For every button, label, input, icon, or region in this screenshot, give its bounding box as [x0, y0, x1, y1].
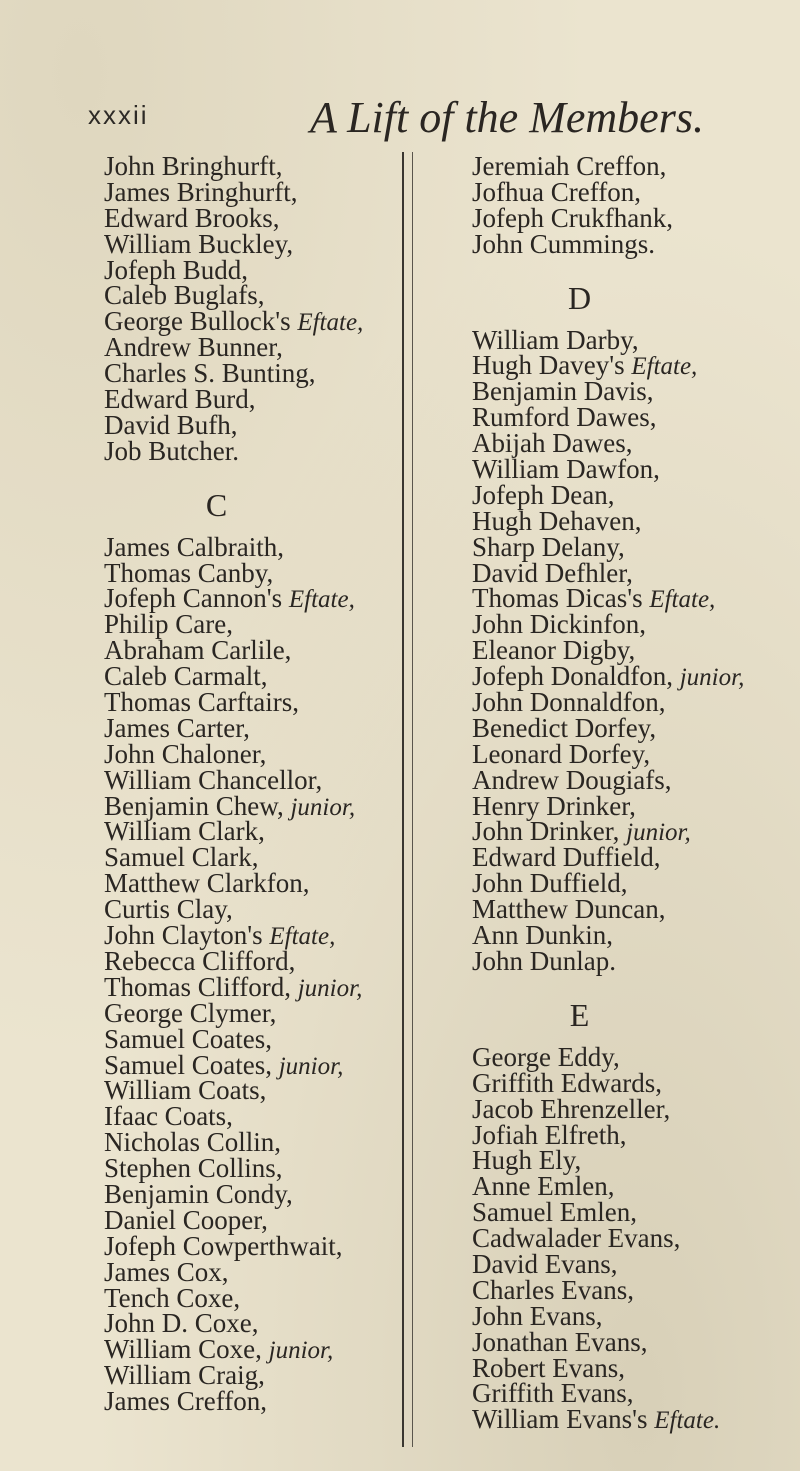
member-name: Henry Drinker, — [472, 790, 636, 821]
member-name: Charles Evans, — [472, 1274, 634, 1305]
member-name: Thomas Carftairs, — [104, 687, 299, 718]
member-name: Jeremiah Creffon, — [472, 151, 667, 181]
member-name: Hugh Davey's — [472, 350, 632, 381]
member-name: Charles S. Bunting, — [104, 358, 316, 389]
member-name: William Coats, — [104, 1075, 267, 1106]
member-name: Leonard Dorfey, — [472, 738, 651, 769]
member-name: John Evans, — [472, 1300, 603, 1331]
member-suffix: Eftate. — [654, 1407, 721, 1435]
member-name: George Bullock's — [104, 306, 298, 337]
member-name: William Craig, — [104, 1360, 265, 1391]
member-name: Job Butcher. — [104, 435, 239, 466]
member-name: Griffith Evans, — [472, 1378, 634, 1409]
section-b-list — [104, 151, 404, 466]
member-name: Rebecca Clifford, — [104, 945, 296, 976]
member-name: Samuel Coates, — [104, 1049, 279, 1080]
member-name: Benedict Dorfey, — [472, 712, 657, 743]
member-name: John Duffield, — [472, 868, 628, 899]
member-name: Thomas Clifford, — [104, 971, 298, 1002]
member-name: Hugh Ely, — [472, 1145, 582, 1176]
member-name: William Coxe, — [104, 1334, 269, 1365]
member-name: Benjamin Davis, — [472, 376, 654, 407]
section-e-list — [472, 1041, 800, 1435]
member-name: William Darby, — [472, 324, 639, 355]
member-name: Stephen Collins, — [104, 1153, 283, 1184]
member-name: Edward Brooks, — [104, 202, 280, 233]
member-suffix: junior, — [297, 974, 363, 1002]
member-name: Cadwalader Evans, — [472, 1223, 681, 1254]
member-name: Sharp Delany, — [472, 531, 625, 562]
member-name: Jacob Ehrenzeller, — [472, 1093, 671, 1124]
member-name: James Carter, — [104, 712, 250, 743]
member-name: Hugh Dehaven, — [472, 505, 642, 536]
member-name: Jofiah Elfreth, — [472, 1119, 627, 1150]
member-name: Jofeph Budd, — [104, 254, 248, 285]
member-name: Jofhua Creffon, — [472, 176, 641, 207]
member-name: Curtis Clay, — [104, 894, 233, 925]
section-letter-c: C — [205, 486, 228, 523]
member-name: Ann Dunkin, — [472, 920, 613, 951]
member-name: John Dunlap. — [472, 945, 616, 976]
member-name: Abijah Dawes, — [472, 428, 633, 459]
member-name: Jonathan Evans, — [472, 1326, 648, 1357]
member-name: Rumford Dawes, — [472, 402, 657, 433]
member-name: David Bufh, — [104, 409, 238, 440]
member-suffix: Eftate, — [631, 353, 698, 381]
member-name: Anne Emlen, — [472, 1171, 615, 1202]
member-suffix: junior, — [679, 664, 745, 692]
member-name: James Bringhurft, — [104, 176, 298, 207]
member-name: William Clark, — [104, 816, 265, 847]
member-entry — [472, 228, 800, 259]
member-name: Edward Burd, — [104, 384, 256, 415]
member-name: David Defhler, — [472, 557, 633, 588]
member-name: James Creffon, — [104, 1386, 267, 1417]
member-name: Edward Duffield, — [472, 842, 661, 873]
member-name: George Eddy, — [472, 1041, 620, 1072]
column-divider — [402, 152, 413, 1447]
member-name: David Evans, — [472, 1248, 618, 1279]
member-name: John Drinker, — [472, 816, 627, 847]
member-suffix: Eftate, — [297, 309, 364, 337]
member-name: James Calbraith, — [104, 531, 284, 562]
member-name: William Buckley, — [104, 228, 294, 259]
member-suffix: junior, — [290, 793, 356, 821]
section-d-list — [472, 324, 800, 976]
member-name: Jofeph Cannon's — [104, 583, 289, 614]
page-header — [88, 92, 780, 152]
member-suffix: junior, — [626, 819, 691, 847]
member-name: Jofeph Donaldfon, — [472, 661, 680, 692]
member-name: Caleb Buglafs, — [104, 280, 265, 311]
section-c-continued-list — [472, 151, 800, 259]
member-name: John Bringhurft, — [104, 151, 283, 181]
member-suffix: junior, — [278, 1052, 344, 1080]
member-name: Philip Care, — [104, 609, 233, 640]
member-name: Jofeph Dean, — [472, 479, 615, 510]
member-name: John Chaloner, — [104, 738, 267, 769]
member-name: John Dickinfon, — [472, 609, 646, 640]
member-name: Benjamin Condy, — [104, 1178, 293, 1209]
member-name: Samuel Coates, — [104, 1023, 272, 1054]
member-entry — [104, 1386, 404, 1417]
member-name: Eleanor Digby, — [472, 635, 636, 666]
member-name: William Dawfon, — [472, 454, 660, 485]
page-title: A Lift of the Members. — [310, 93, 704, 142]
member-name: Daniel Cooper, — [104, 1204, 268, 1235]
member-name: Matthew Duncan, — [472, 894, 666, 925]
member-name: Tench Coxe, — [104, 1282, 241, 1313]
section-letter-e: E — [569, 996, 590, 1033]
member-suffix: junior, — [268, 1337, 334, 1365]
member-entry — [104, 435, 404, 466]
member-name: Samuel Emlen, — [472, 1197, 637, 1228]
member-name: John Cummings. — [472, 228, 656, 259]
member-name: John D. Coxe, — [104, 1308, 259, 1339]
member-name: Griffith Edwards, — [472, 1067, 662, 1098]
member-name: William Evans's — [472, 1404, 655, 1435]
member-name: Ifaac Coats, — [104, 1101, 233, 1132]
right-column — [472, 151, 800, 1435]
member-name: Nicholas Collin, — [104, 1127, 281, 1158]
section-c-list — [104, 531, 404, 1417]
member-name: John Clayton's — [104, 920, 270, 951]
member-suffix: Eftate, — [269, 923, 336, 951]
member-name: Robert Evans, — [472, 1352, 625, 1383]
member-suffix: Eftate, — [649, 586, 716, 614]
member-name: Thomas Canby, — [104, 557, 274, 588]
member-name: Matthew Clarkfon, — [104, 868, 310, 899]
member-name: Jofeph Crukfhank, — [472, 202, 673, 233]
member-name: Thomas Dicas's — [472, 583, 650, 614]
member-name: Andrew Bunner, — [104, 332, 283, 363]
member-name: Abraham Carlile, — [104, 635, 292, 666]
page-number: xxxii — [88, 100, 149, 130]
member-name: George Clymer, — [104, 997, 277, 1028]
left-column — [104, 151, 404, 1417]
section-letter-d: D — [567, 279, 592, 316]
member-name: James Cox, — [104, 1256, 229, 1287]
member-entry — [472, 945, 800, 976]
member-suffix: Eftate, — [288, 586, 355, 614]
member-name: Caleb Carmalt, — [104, 661, 268, 692]
member-name: John Donnaldfon, — [472, 687, 666, 718]
member-name: Benjamin Chew, — [104, 790, 291, 821]
member-name: Samuel Clark, — [104, 842, 259, 873]
member-name: Jofeph Cowperthwait, — [104, 1230, 343, 1261]
member-name: Andrew Dougiafs, — [472, 764, 672, 795]
member-entry — [472, 1404, 800, 1435]
member-name: William Chancellor, — [104, 764, 323, 795]
